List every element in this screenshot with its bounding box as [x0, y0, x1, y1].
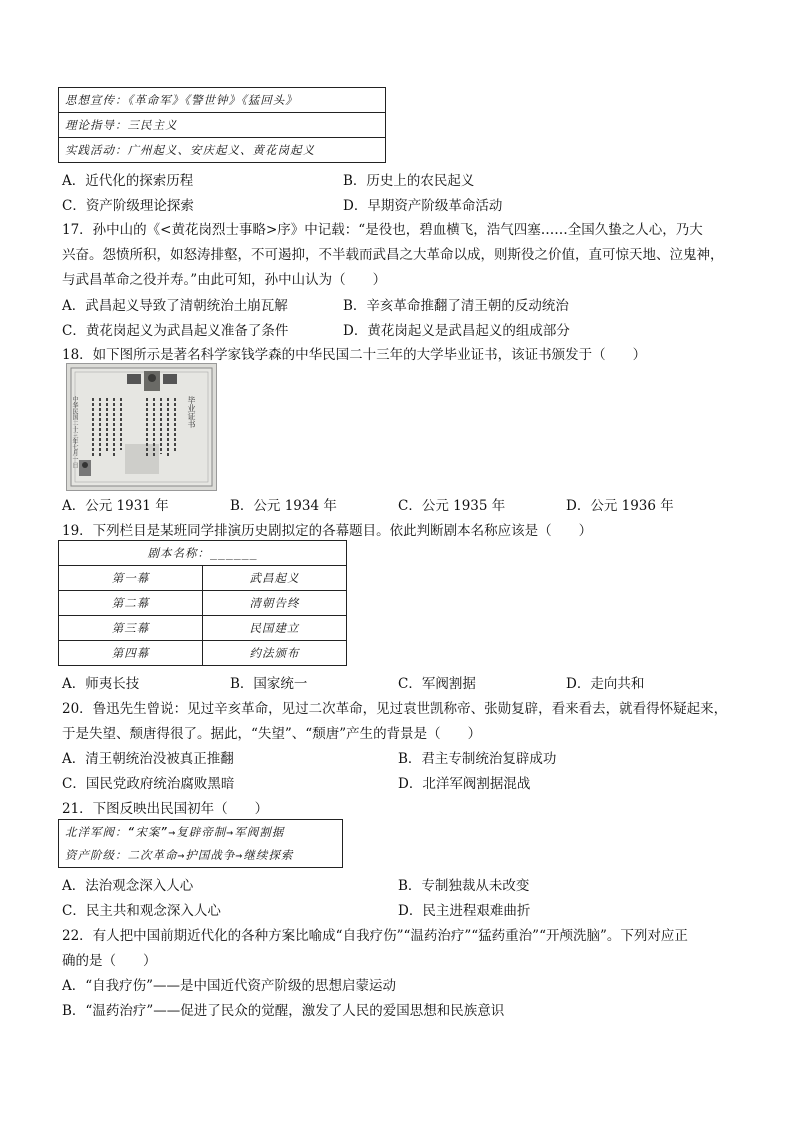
q17-stem-line-2: 兴奋。怨愤所积，如怒涛排壑，不可遏抑，不半载而武昌之大革命以成，则斯役之价值，直可惊天地、泣鬼神，: [62, 247, 724, 263]
q16-option-b[interactable]: B．历史上的农民起义: [343, 173, 475, 189]
q16-material-table: [58, 87, 386, 163]
q16-option-c[interactable]: C．资产阶级理论探索: [62, 198, 194, 214]
q19-stem: 19．下列栏目是某班同学排演历史剧拟定的各幕题目。依此判断剧本名称应该是（ ）: [62, 523, 593, 539]
q19-act-3-label: 第三幕: [59, 616, 203, 641]
diploma-date-text: 中华民国二十三年七月一日: [71, 396, 78, 468]
q17-stem-line-1: 17．孙中山的《<黄花岗烈士事略>序》中记载：“是役也，碧血横飞，浩气四塞……全国久蛰之人心，乃大: [62, 222, 703, 238]
diploma-text-columns: [67, 364, 216, 490]
q17-stem-line-3: 与武昌革命之役并寿。”由此可知，孙中山认为（ ）: [62, 272, 387, 288]
q17-option-b[interactable]: B．辛亥革命推翻了清王朝的反动统治: [343, 298, 569, 314]
q20-stem-line-2: 于是失望、颓唐得很了。据此，“失望”、“颓唐”产生的背景是（ ）: [62, 726, 482, 742]
q19-act-2-label: 第二幕: [59, 591, 203, 616]
q21-option-b[interactable]: B．专制独裁从未改变: [398, 878, 530, 894]
q19-act-1-label: 第一幕: [59, 566, 203, 591]
q21-box-line-1: 北洋军阀：“宋案”→复辟帝制→军阀割据: [59, 820, 343, 844]
q21-option-a[interactable]: A．法治观念深入人心: [62, 878, 194, 894]
q22-option-b[interactable]: B．“温药治疗”——促进了民众的觉醒，激发了人民的爱国思想和民族意识: [62, 1003, 505, 1019]
q20-option-d[interactable]: D．北洋军阀割据混战: [398, 776, 531, 792]
q16-table-row-propaganda: 思想宣传：《革命军》《警世钟》《猛回头》: [59, 88, 386, 113]
q20-option-a[interactable]: A．清王朝统治没被真正推翻: [62, 751, 234, 767]
q19-table-header: 剧本名称：______: [59, 541, 347, 566]
q16-option-d[interactable]: D．早期资产阶级革命活动: [343, 198, 503, 214]
diploma-title-text: 毕业证书: [187, 396, 196, 428]
q18-option-c[interactable]: C．公元 1935 年: [398, 498, 506, 514]
q19-option-b[interactable]: B．国家统一: [230, 676, 308, 692]
q19-option-d[interactable]: D．走向共和: [566, 676, 645, 692]
q16-table-row-theory: 理论指导：三民主义: [59, 113, 386, 138]
q19-act-4-title: 约法颁布: [203, 641, 347, 666]
diploma-photo: [66, 363, 217, 491]
q19-option-a[interactable]: A．师夷长技: [62, 676, 140, 692]
q21-material-box: [58, 819, 343, 868]
q18-option-d[interactable]: D．公元 1936 年: [566, 498, 674, 514]
q19-play-table: [58, 540, 347, 666]
q19-act-1-title: 武昌起义: [203, 566, 347, 591]
q22-stem-line-1: 22．有人把中国前期近代化的各种方案比喻成“自我疗伤”“温药治疗”“猛药重治”“开颅洗脑”。下列对应正: [62, 928, 688, 944]
q19-act-2-title: 清朝告终: [203, 591, 347, 616]
q21-stem: 21．下图反映出民国初年（ ）: [62, 801, 269, 817]
q17-option-a[interactable]: A．武昌起义导致了清朝统治土崩瓦解: [62, 298, 288, 314]
q16-option-a[interactable]: A．近代化的探索历程: [62, 173, 194, 189]
q20-stem-line-1: 20．鲁迅先生曾说：见过辛亥革命，见过二次革命，见过袁世凯称帝、张勋复辟，看来看去，就看得怀疑起来，: [62, 701, 728, 717]
q22-option-a[interactable]: A．“自我疗伤”——是中国近代资产阶级的思想启蒙运动: [62, 978, 397, 994]
q22-stem-line-2: 确的是（ ）: [62, 953, 157, 969]
q19-act-3-title: 民国建立: [203, 616, 347, 641]
q21-option-d[interactable]: D．民主进程艰难曲折: [398, 903, 531, 919]
q19-act-4-label: 第四幕: [59, 641, 203, 666]
q16-table-row-practice: 实践活动：广州起义、安庆起义、黄花岗起义: [59, 138, 386, 163]
q20-option-b[interactable]: B．君主专制统治复辟成功: [398, 751, 557, 767]
q21-box-line-2: 资产阶级：二次革命→护国战争→继续探索: [59, 844, 343, 868]
q18-option-a[interactable]: A．公元 1931 年: [62, 498, 169, 514]
q18-stem: 18．如下图所示是著名科学家钱学森的中华民国二十三年的大学毕业证书，该证书颁发于（ ）: [62, 347, 647, 363]
q17-option-d[interactable]: D．黄花岗起义是武昌起义的组成部分: [343, 323, 570, 339]
q17-option-c[interactable]: C．黄花岗起义为武昌起义准备了条件: [62, 323, 289, 339]
q19-option-c[interactable]: C．军阀割据: [398, 676, 476, 692]
q18-option-b[interactable]: B．公元 1934 年: [230, 498, 337, 514]
q21-option-c[interactable]: C．民主共和观念深入人心: [62, 903, 221, 919]
q20-option-c[interactable]: C．国民党政府统治腐败黑暗: [62, 776, 235, 792]
